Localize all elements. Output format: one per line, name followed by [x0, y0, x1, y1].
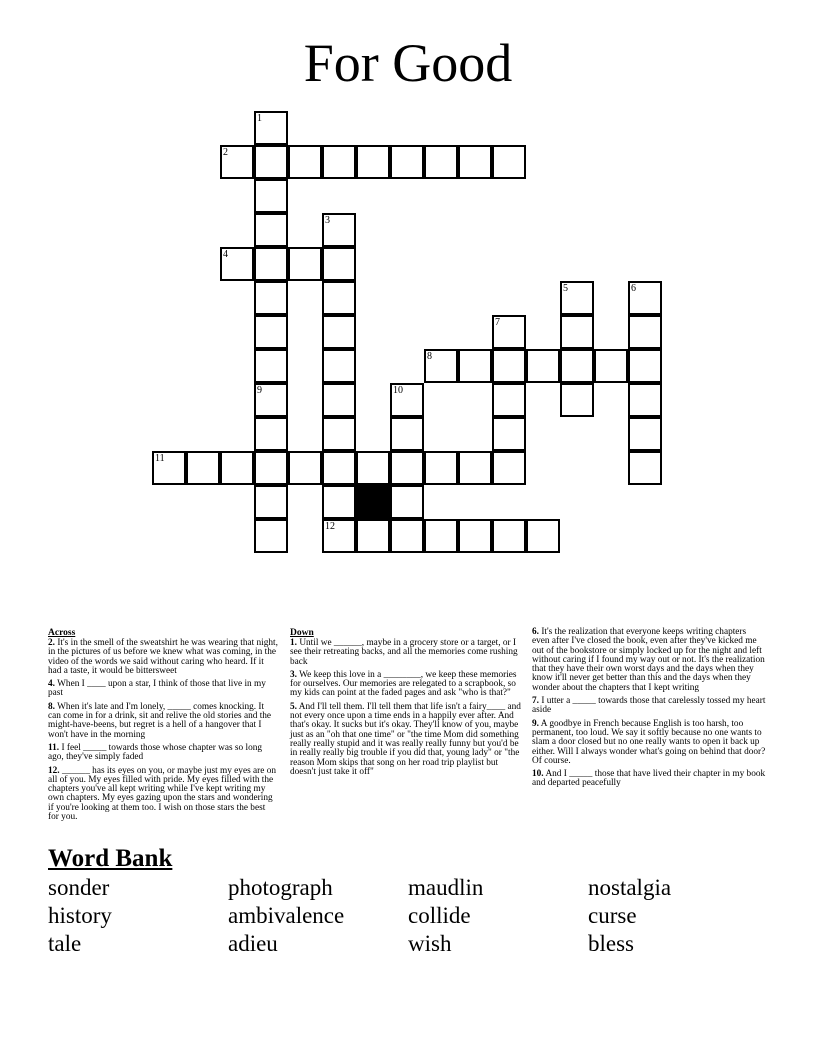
grid-cell[interactable] — [220, 451, 254, 485]
grid-cell[interactable] — [254, 145, 288, 179]
grid-cell[interactable] — [254, 417, 288, 451]
clue-number: 4 — [223, 249, 228, 260]
clue-number: 1 — [257, 113, 262, 124]
clue-down-9: 9. A goodbye in French because English is too harsh, too permanent, too loud. We say it softly because no one wants to slam a door closed but no one really wants to open it back up either. Will I always wonder what's going on behind that door? Of course. — [532, 718, 766, 766]
grid-cell[interactable] — [356, 519, 390, 553]
clue-across-12: 12. ______ has its eyes on you, or maybe just my eyes are on all of you. My eyes filled with pride. My eyes filled with the chapters you've all kept writing while I've kept writing my own chapters. My eyes gazing upon the stars and wondering if you're looking at them too. I wish on those stars the best for you. — [48, 765, 276, 823]
grid-cell[interactable] — [492, 145, 526, 179]
grid-cell[interactable] — [390, 451, 424, 485]
clue-number: 2 — [223, 147, 228, 158]
grid-cell[interactable] — [322, 315, 356, 349]
clue-down-7: 7. I utter a _____ towards those that carelessly tossed my heart aside — [532, 696, 766, 716]
word-bank-word: photograph — [228, 875, 333, 900]
grid-cell[interactable] — [322, 383, 356, 417]
clue-down-1: 1. Until we ______, maybe in a grocery store or a target, or I see their retreating backs, and all the memories come rushing back — [290, 638, 518, 667]
grid-cell[interactable] — [458, 145, 492, 179]
grid-cell[interactable] — [628, 417, 662, 451]
grid-cell[interactable] — [628, 349, 662, 383]
clue-number: 6 — [631, 283, 636, 294]
word-bank-word: tale — [48, 931, 82, 956]
clue-number: 3 — [325, 215, 330, 226]
grid-cell[interactable] — [526, 519, 560, 553]
grid-cell[interactable] — [560, 349, 594, 383]
clue-number: 12 — [325, 521, 335, 532]
grid-cell[interactable] — [560, 383, 594, 417]
down-clues — [290, 628, 522, 781]
clue-down-3: 3. We keep this love in a ________, we keep these memories for ourselves. Our memories are relegated to a scrapbook, so my kids can point at the faded pages and ask "who is that?" — [290, 669, 517, 699]
down-clues-continued — [532, 628, 766, 793]
grid-cell[interactable] — [458, 349, 492, 383]
grid-cell[interactable] — [254, 349, 288, 383]
grid-cell[interactable] — [492, 349, 526, 383]
grid-cell[interactable] — [322, 349, 356, 383]
grid-cell[interactable] — [390, 145, 424, 179]
grid-cell[interactable] — [458, 451, 492, 485]
grid-cell[interactable] — [628, 383, 662, 417]
clue-number: 7 — [495, 317, 500, 328]
word-bank-word: sonder — [48, 875, 110, 900]
grid-cell[interactable] — [628, 451, 662, 485]
word-bank-word: bless — [588, 931, 634, 956]
clue-number: 9 — [257, 385, 262, 396]
grid-cell[interactable] — [254, 247, 288, 281]
grid-cell[interactable] — [390, 417, 424, 451]
across-clues — [48, 628, 278, 826]
clue-number: 10 — [393, 385, 403, 396]
grid-cell[interactable] — [186, 451, 220, 485]
black-square — [356, 485, 390, 519]
grid-cell[interactable] — [492, 519, 526, 553]
grid-cell[interactable] — [526, 349, 560, 383]
word-bank-word: nostalgia — [588, 875, 672, 900]
grid-cell[interactable] — [424, 145, 458, 179]
word-bank-word: wish — [408, 931, 452, 956]
grid-cell[interactable] — [254, 451, 288, 485]
word-bank-heading: Word Bank — [48, 845, 173, 872]
across-heading: Across — [48, 628, 76, 638]
grid-cell[interactable] — [254, 519, 288, 553]
clue-number: 5 — [563, 283, 568, 294]
grid-cell[interactable] — [254, 315, 288, 349]
clue-across-8: 8. When it's late and I'm lonely, _____ comes knocking. It can come in for a drink, sit and relive the old stories and the might-have-beens, but regret is a hell of a hangover that I won't have in the morning — [48, 701, 272, 740]
grid-cell[interactable] — [322, 145, 356, 179]
grid-cell[interactable] — [458, 519, 492, 553]
clue-down-10: 10. And I _____ those that have lived their chapter in my book and departed peacefully — [532, 769, 766, 789]
grid-cell[interactable] — [390, 485, 424, 519]
grid-cell[interactable] — [356, 145, 390, 179]
grid-cell[interactable] — [322, 417, 356, 451]
grid-cell[interactable] — [492, 383, 526, 417]
grid-cell[interactable] — [390, 519, 424, 553]
grid-cell[interactable] — [322, 485, 356, 519]
word-bank-word: maudlin — [408, 875, 484, 900]
clue-number: 8 — [427, 351, 432, 362]
grid-cell[interactable] — [288, 247, 322, 281]
grid-cell[interactable] — [322, 281, 356, 315]
grid-cell[interactable] — [288, 145, 322, 179]
clue-down-5: 5. And I'll tell them. I'll tell them that life isn't a fairy____ and not every once upon a time ends in a happily ever after. And that's okay. It sucks but it's okay. They'll know of you, maybe just as an "oh that one time" or "the time Mom did something really really stupid and it was really really funny but you'd be in really really big trouble if you did that, young lady" or "the reason Mom skips that song on her road trip playlist but doesn't just take it off" — [290, 701, 521, 777]
grid-cell[interactable] — [356, 451, 390, 485]
clue-across-11: 11. I feel _____ towards those whose chapter was so long ago, they've simply faded — [48, 742, 263, 763]
grid-cell[interactable] — [594, 349, 628, 383]
clue-across-2: 2. It's in the smell of the sweatshirt he was wearing that night, in the pictures of us before we knew what was coming, in the video of the words we said without caring who heard. If it had a taste, it would be bittersweet — [48, 638, 278, 676]
word-bank-word: ambivalence — [228, 903, 345, 928]
puzzle-title: For Good — [303, 33, 513, 93]
word-bank-word: adieu — [228, 931, 278, 956]
grid-cell[interactable] — [254, 281, 288, 315]
grid-cell[interactable] — [492, 451, 526, 485]
grid-cell[interactable] — [254, 485, 288, 519]
word-bank-word: collide — [408, 903, 471, 928]
grid-cell[interactable] — [492, 417, 526, 451]
grid-cell[interactable] — [322, 451, 356, 485]
grid-cell[interactable] — [560, 315, 594, 349]
grid-cell[interactable] — [288, 451, 322, 485]
down-heading: Down — [290, 628, 314, 638]
grid-cell[interactable] — [628, 315, 662, 349]
word-bank-word: curse — [588, 903, 637, 928]
grid-cell[interactable] — [322, 247, 356, 281]
clue-across-4: 4. When I ____ upon a star, I think of those that live in my past — [48, 679, 266, 699]
grid-cell[interactable] — [424, 451, 458, 485]
clue-down-6: 6. It's the realization that everyone keeps writing chapters even after I've closed the book, even after they've kicked me out of the bookstore or simply locked up for the night and left without caring if I found my way out or not. It's the realization that they have their own worst days and the days when they know it'll never get better than this and the days when they wonder about the chapters that I kept writing — [532, 627, 765, 693]
grid-cell[interactable] — [254, 179, 288, 213]
grid-cell[interactable] — [424, 519, 458, 553]
grid-cell[interactable] — [254, 213, 288, 247]
word-bank-word: history — [48, 903, 112, 928]
clue-number: 11 — [155, 453, 165, 464]
